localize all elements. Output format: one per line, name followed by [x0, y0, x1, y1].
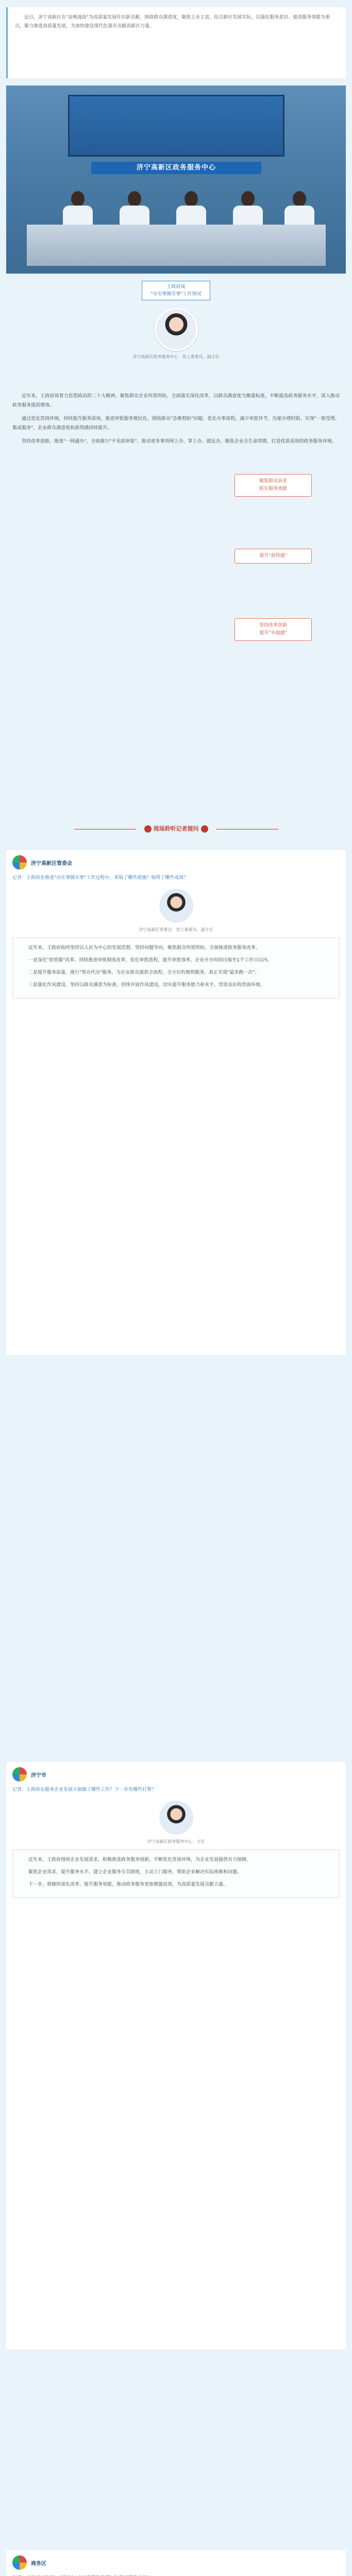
mic-icon: [201, 825, 208, 833]
district-logo-icon: [12, 855, 27, 870]
article1-para: 通过优化营商环境，持续提升服务质效，推进审批服务便民化，围绕群众"急难愁盼"问题，优化办事流程，减少审批环节，压缩办理时限，实现"一窗受理、集成服务"，企业群众满意度和获得感持续提升。: [12, 416, 340, 431]
hero-photo: [6, 86, 346, 274]
district-question: [12, 2574, 340, 2576]
avatar: [158, 888, 194, 924]
hero-banner: 济宁高新区政务服务中心: [91, 162, 261, 174]
district-label: 商务区: [12, 2555, 340, 2570]
district-logo-icon: [12, 2555, 27, 2570]
district-label: 济宁高新区管委会: [12, 855, 340, 870]
intro-box: [6, 7, 346, 78]
district-question: 记者：王政府在服务企业发展方面做了哪些工作？下一步有哪些打算？: [12, 1787, 157, 1792]
district-caption: 济宁高新区政务服务中心 主任: [147, 1839, 205, 1844]
intro-text: 近日，济宁高新区在"奋楫逐浪"为高质量发展作出新贡献，围绕群众满意度，聚焦主业主责，结合新区发展实际，以强化服务意识、提高服务效能为重点，聚力推进高质量发展，为加快建设现代化强市贡献高新区力量。: [15, 15, 330, 29]
district-label: 济宁市: [12, 1767, 340, 1782]
hero-table: [27, 225, 326, 266]
avatar: [155, 308, 198, 351]
district-logo-icon: [12, 1767, 27, 1782]
highlight-pill: 提升"获得感": [234, 549, 312, 564]
highlight-pill: 坚持改革创新 提升"幸福感": [234, 618, 312, 641]
divider-title: 现场聆听记者提问: [0, 824, 352, 833]
district-question: 记者：王政府在推进"办实事做实事"工作过程中，采取了哪些措施？取得了哪些成效？: [12, 875, 189, 880]
section1-tag: 王政府谈 "办实事做实事"工作情况: [142, 281, 210, 300]
district-block-1: [6, 850, 346, 1355]
hero-screen: [68, 95, 284, 157]
district-answer: 近年来，王政府围绕企业发展需求，积极推进政务服务创新，不断优化营商环境，为企业发展提供有力保障。 聚焦企业需求，提升服务水平。建立企业服务专员制度，主动上门服务，帮助企业解决实际困难和问题。 下一步，将继续深化改革，提升服务效能，推动政务服务更加便捷高效，为高质量发展贡献力量。: [12, 1850, 340, 1898]
section1-caption: 济宁高新区政务服务中心 党工委委员、副主任: [132, 354, 220, 359]
district-block-2: [6, 1762, 346, 2349]
section1-header: [0, 281, 352, 360]
district-block-3: [6, 2550, 346, 2576]
highlight-pill: 聚焦群众诉求 抓实服务效能: [234, 474, 312, 497]
article1-para: 近年来，王政府谈着力思想政治的二十大精神，聚焦群众企业所需所盼，全面落实深化改革，以群众满意度为衡量标准，不断提高政务服务水平，深入推动政务服务提质增效。: [12, 394, 340, 408]
article1: [12, 392, 340, 450]
article1-para: 坚持改革创新，推进"一网通办"，全面推行"不见面审批"，推动更多事项网上办、掌上办、就近办。聚焦企业全生命周期，打造优质高效的政务服务环境。: [22, 439, 337, 444]
mic-icon: [144, 825, 152, 833]
district-caption: 济宁高新区管委会 党工委委员、副主任: [139, 927, 213, 932]
district-answer: 近年来，王政府始终坚持以人民为中心的发展思想，坚持问题导向，聚焦群众所需所盼，全面推进政务服务改革。 一是深化"放管服"改革。持续推进审批制度改革，优化审批流程，提升审批效率，企业开办时间压缩至1个工作日以内。 二是提升服务质量。推行"帮办代办"服务，为企业群众提供全流程、全方位的便利服务，真正实现"最多跑一次"。 三是强化作风建设。坚持以群众满意为标准，持续开展作风建设，切实提升服务能力和水平，营造良好的营商环境。: [12, 938, 340, 998]
avatar: [158, 1800, 194, 1836]
